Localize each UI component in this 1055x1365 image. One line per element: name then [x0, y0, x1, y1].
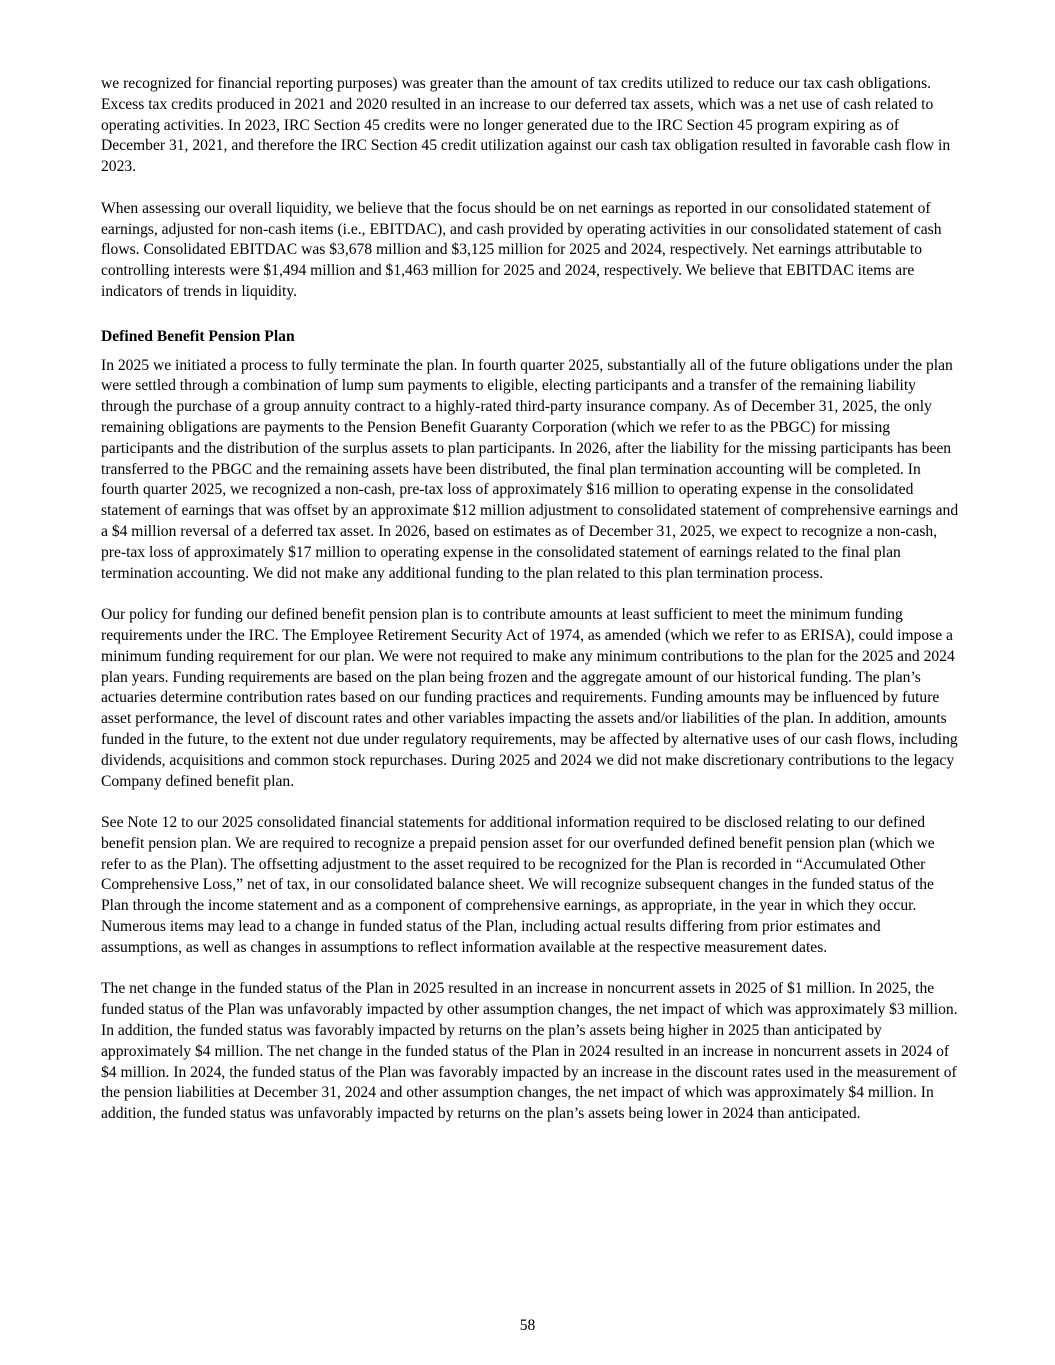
- paragraph-plan-termination: In 2025 we initiated a process to fully terminate the plan. In fourth quarter 2025, substantially all of the future obligations under the plan were settled through a combination of lump sum payments to eligible, electing participants and a transfer of the remaining liability through the purchase of a group annuity contract to a highly-rated third-party insurance company. As of December 31, 2025, the only remaining obligations are payments to the Pension Benefit Guaranty Corporation (which we refer to as the PBGC) for missing participants and the distribution of the surplus assets to plan participants. In 2026, after the liability for the missing participants has been transferred to the PBGC and the remaining assets have been distributed, the final plan termination accounting will be completed. In fourth quarter 2025, we recognized a non-cash, pre-tax loss of approximately $16 million to operating expense in the consolidated statement of earnings that was offset by an approximate $12 million adjustment to consolidated statement of comprehensive earnings and a $4 million reversal of a deferred tax asset. In 2026, based on estimates as of December 31, 2025, we expect to recognize a non-cash, pre-tax loss of approximately $17 million to operating expense in the consolidated statement of earnings related to the final plan termination accounting. We did not make any additional funding to the plan related to this plan termination process.: [101, 356, 959, 582]
- paragraph-funding-policy: Our policy for funding our defined benefit pension plan is to contribute amounts at least sufficient to meet the minimum funding requirements under the IRC. The Employee Retirement Security Act of 1974, as amended (which we refer to as ERISA), could impose a minimum funding requirement for our plan. We were not required to make any minimum contributions to the plan for the 2025 and 2024 plan years. Funding requirements are based on the plan being frozen and the aggregate amount of our historical funding. The plan’s actuaries determine contribution rates based on our funding practices and requirements. Funding amounts may be influenced by future asset performance, the level of discount rates and other variables impacting the assets and/or liabilities of the plan. In addition, amounts funded in the future, to the extent not due under regulatory requirements, may be affected by alternative uses of our cash flows, including dividends, acquisitions and common stock repurchases. During 2025 and 2024 we did not make discretionary contributions to the legacy Company defined benefit plan.: [101, 606, 958, 790]
- paragraph-funded-status-change: The net change in the funded status of the Plan in 2025 resulted in an increase in noncurrent assets in 2025 of $1 million. In 2025, the funded status of the Plan was unfavorably impacted by other assumption changes, the net impact of which was approximately $3 million. In addition, the funded status was favorably impacted by returns on the plan’s assets being higher in 2025 than anticipated by approximately $4 million. The net change in the funded status of the Plan in 2024 resulted in an increase in noncurrent assets in 2024 of $4 million. In 2024, the funded status of the Plan was favorably impacted by an increase in the discount rates used in the measurement of the pension liabilities at December 31, 2024 and other assumption changes, the net impact of which was approximately $4 million. In addition, the funded status was unfavorably impacted by returns on the plan’s assets being lower in 2024 than anticipated.: [101, 980, 958, 1123]
- paragraph-tax-credits: we recognized for financial reporting purposes) was greater than the amount of tax credits utilized to reduce our tax cash obligations. Excess tax credits produced in 2021 and 2020 resulted in an increase to our deferred tax assets, which was a net use of cash related to operating activities. In 2023, IRC Section 45 credits were no longer generated due to the IRC Section 45 program expiring as of December 31, 2021, and therefore the IRC Section 45 credit utilization against our cash tax obligation resulted in favorable cash flow in 2023.: [101, 75, 951, 176]
- paragraph-note-12: See Note 12 to our 2025 consolidated financial statements for additional information required to be disclosed relating to our defined benefit pension plan. We are required to recognize a prepaid pension asset for our overfunded defined benefit pension plan (which we refer to as the Plan). The offsetting adjustment to the asset required to be recognized for the Plan is recorded in “Accumulated Other Comprehensive Loss,” net of tax, in our consolidated balance sheet. We will recognize subsequent changes in the funded status of the Plan through the income statement and as a component of comprehensive earnings, as appropriate, in the year in which they occur. Numerous items may lead to a change in funded status of the Plan, including actual results differing from prior estimates and assumptions, as well as changes in assumptions to reflect information available at the respective measurement dates.: [101, 814, 935, 956]
- paragraph-liquidity: When assessing our overall liquidity, we believe that the focus should be on net earnings as reported in our consolidated statement of earnings, adjusted for non-cash items (i.e., EBITDAC), and cash provided by operating activities in our consolidated statement of cash flows. Consolidated EBITDAC was $3,678 million and $3,125 million for 2025 and 2024, respectively. Net earnings attributable to controlling interests were $1,494 million and $1,463 million for 2025 and 2024, respectively. We believe that EBITDAC items are indicators of trends in liquidity.: [101, 199, 942, 300]
- page-number: 58: [519, 1317, 536, 1334]
- section-heading-pension-plan: Defined Benefit Pension Plan: [101, 327, 295, 345]
- document-body: [101, 74, 959, 1125]
